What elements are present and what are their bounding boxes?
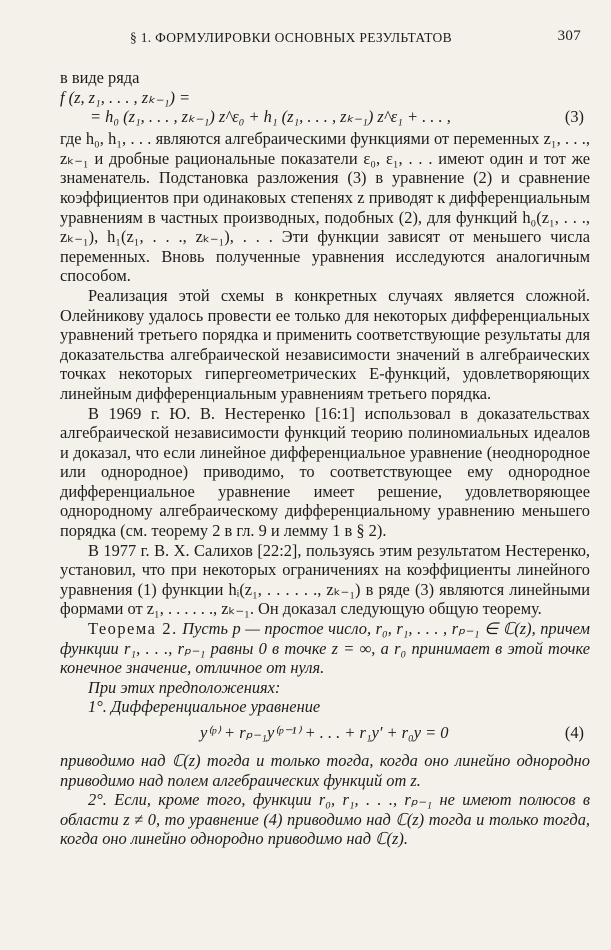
theorem-label: Теорема 2. [88, 619, 178, 639]
intro-text: в виде ряда [60, 68, 140, 87]
page-number: 307 [557, 28, 581, 44]
equation-4-body: y⁽ᵖ⁾ + rₚ₋₁y⁽ᵖ⁻¹⁾ + . . . + r₁y′ + r₀y = 0 [200, 723, 449, 742]
equation-3-lhs: f (z, z₁, . . . , zₖ₋₁) = [60, 87, 191, 107]
paragraph-5: приводимо над ℂ(z) тогда и только тогда, когда оно линейно однородно приводимо над полем алгебраических функций от z. [60, 751, 590, 790]
equation-4 [60, 723, 590, 745]
equation-3-rhs: = h₀ (z₁, . . . , zₖ₋₁) z^ε₀ + h₁ (z₁, . . . , zₖ₋₁) z^ε₁ + . . . , [90, 107, 451, 127]
equation-4-number: (4) [564, 723, 584, 742]
equation-3-number: (3) [564, 107, 584, 127]
paragraph-1: где h₀, h₁, . . . являются алгебраическими функциями от переменных z₁, . . ., zₖ₋₁ и дробные рациональные показатели ε₀, ε₁, . . . имеют один и тот же знаменатель. Подстановка разложения (3) в уравнение (2) и сравнение коэффициентов при одинаковых степенях z приводят к дифференциальным уравнениям в частных производных, подобных (2), для функций h₀(z₁, . . ., zₖ₋₁), h₁(z₁, . . ., zₖ₋₁), . . . Эти функции зависят от меньшего числа переменных. Вновь полученные уравнения исследуются аналогичным способом. [60, 129, 590, 286]
theorem-2 [60, 619, 590, 678]
main-text [60, 68, 590, 849]
equation-3 [60, 107, 590, 129]
running-header [0, 22, 611, 48]
paragraph-3: В 1969 г. Ю. В. Нестеренко [16:1] использовал в доказательствах алгебраической независимости функций теорию полиномиальных идеалов и доказал, что если линейное дифференциальное уравнение (неоднородное или однородное) приводимо, то соответствующее ему однородное дифференциальное уравнение имеет решение, удовлетворяющее однородному алгебраическому дифференциальному уравнению меньшего порядка (см. теорему 2 в гл. 9 и лемму 1 в § 2). [60, 403, 590, 541]
section-title: § 1. ФОРМУЛИРОВКИ ОСНОВНЫХ РЕЗУЛЬТАТОВ [130, 30, 452, 45]
paragraph-4: В 1977 г. В. Х. Салихов [22:2], пользуясь этим результатом Нестеренко, установил, что при некоторых ограничениях на коэффициенты линейного уравнения (1) функции hᵢ(z₁, . . . . . ., zₖ₋₁) в ряде (3) являются линейными формами от z₁, . . . . . ., zₖ₋₁. Он доказал следующую общую теорему. [60, 540, 590, 619]
assumption-line: При этих предположениях: [88, 677, 281, 697]
item-2: 2°. Если, кроме того, функции r₀, r₁, . . ., rₚ₋₁ не имеют полюсов в области z ≠ 0, то уравнение (4) приводимо над ℂ(z) тогда и только тогда, когда оно линейно однородно приводимо над ℂ(z). [60, 790, 590, 849]
theorem-statement: Пусть p — простое число, r₀, r₁, . . . , rₚ₋₁ ∈ ℂ(z), причем функции r₁, . . ., rₚ₋₁ равны 0 в точке z = ∞, а r₀ принимает в этой точке конечное значение, отличное от нуля. [60, 619, 590, 678]
paragraph-2: Реализация этой схемы в конкретных случаях является сложной. Олейникову удалось провести ее только для некоторых дифференциальных уравнений третьего порядка и применить соответствующие результаты для доказательства алгебраической независимости значений в алгебраических точках некоторых гипергеометрических E-функций, удовлетворяющих линейным дифференциальным уравнениям третьего порядка. [60, 285, 590, 403]
item-1: 1°. Дифференциальное уравнение [88, 697, 321, 717]
